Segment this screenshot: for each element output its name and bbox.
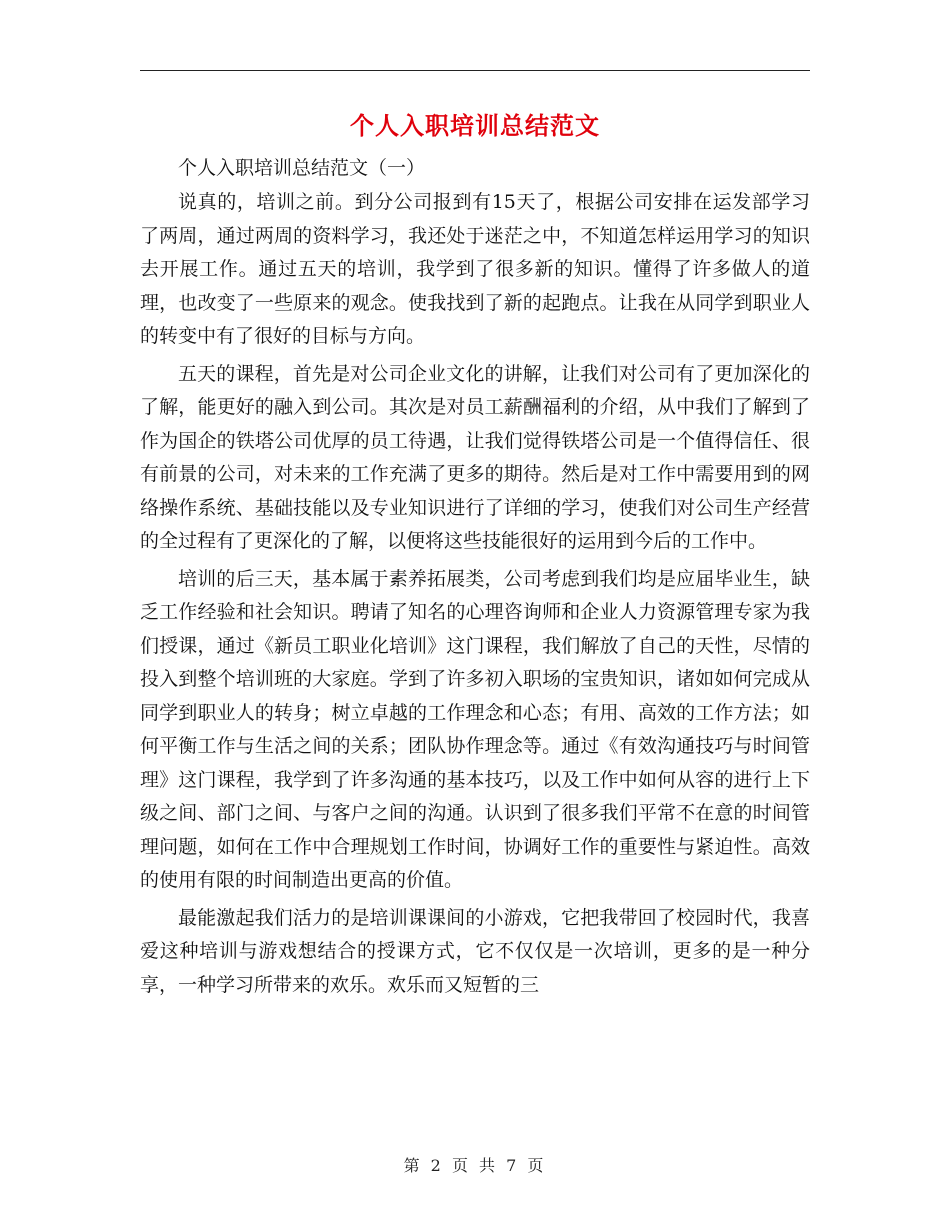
paragraph-2: 五天的课程，首先是对公司企业文化的讲解，让我们对公司有了更加深化的了解，能更好的融入到公司。其次是对员工薪酬福利的介绍，从中我们了解到了作为国企的铁塔公司优厚的员工待遇，让我们觉得铁塔公司是一个值得信任、很有前景的公司，对未来的工作充满了更多的期待。然后是对工作中需要用到的网络操作系统、基础技能以及专业知识进行了详细的学习，使我们对公司生产经营的全过程有了更深化的了解，以便将这些技能很好的运用到今后的工作中。: [140, 362, 810, 552]
paragraph-1: 说真的，培训之前。到分公司报到有15天了，根据公司安排在运发部学习了两周，通过两周的资料学习，我还处于迷茫之中，不知道怎样运用学习的知识去开展工作。通过五天的培训，我学到了很多新的知识。懂得了许多做人的道理，也改变了一些原来的观念。使我找到了新的起跑点。让我在从同学到职业人的转变中有了很好的目标与方向。: [140, 191, 810, 347]
paragraph-3: 培训的后三天，基本属于素养拓展类，公司考虑到我们均是应届毕业生，缺乏工作经验和社会知识。聘请了知名的心理咨询师和企业人力资源管理专家为我们授课，通过《新员工职业化培训》这门课程，我们解放了自己的天性，尽情的投入到整个培训班的大家庭。学到了许多初入职场的宝贵知识，诸如如何完成从同学到职业人的转身；树立卓越的工作理念和心态；有用、高效的工作方法；如何平衡工作与生活之间的关系；团队协作理念等。通过《有效沟通技巧与时间管理》这门课程，我学到了许多沟通的基本技巧，以及工作中如何从容的进行上下级之间、部门之间、与客户之间的沟通。认识到了很多我们平常不在意的时间管理问题，如何在工作中合理规划工作时间，协调好工作的重要性与紧迫性。高效的使用有限的时间制造出更高的价值。: [140, 567, 810, 891]
paragraph-4: 最能激起我们活力的是培训课课间的小游戏，它把我带回了校园时代，我喜爱这种培训与游戏想结合的授课方式，它不仅仅是一次培训，更多的是一种分享，一种学习所带来的欢乐。欢乐而又短暂的三: [140, 906, 810, 996]
section-heading: 个人入职培训总结范文（一）: [178, 157, 426, 179]
header-rule: [140, 70, 810, 71]
document-title: 个人入职培训总结范文: [350, 111, 600, 140]
page-number-footer: 第 2 页 共 7 页: [403, 1156, 547, 1175]
document-body: [140, 150, 810, 1006]
